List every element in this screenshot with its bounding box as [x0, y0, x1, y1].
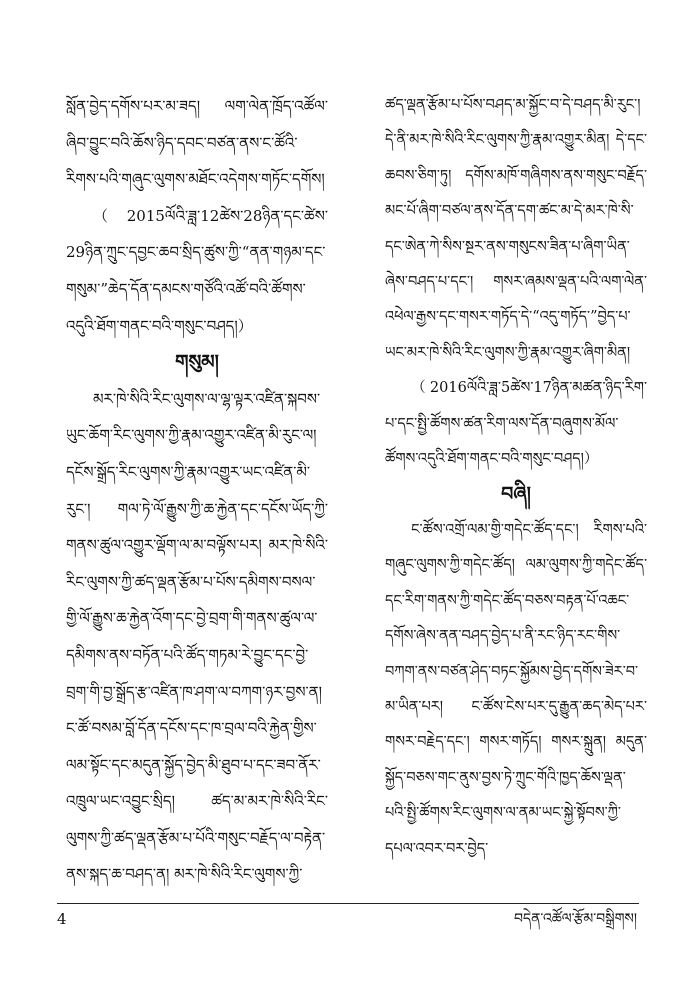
right-column [385, 88, 647, 867]
section-heading: བཞི། [501, 483, 531, 506]
paragraph: ང་ཚོས་འགྲོ་ལམ་གྱི་གདེང་ཚོད་དང་། རིགས་པའི་གཞུང་ལུགས་ཀྱི་གདེང་ཚོད། ལམ་ལུགས་ཀྱི་གདེང་ཚོད་དང་རིག་གནས་ཀྱི་གདེང་ཚོད་བཅས་བརྟན་པོ་འཆང་དགོས་ཞེས་ནན་བཤད་བྱེད་པ་ནི་རང་ཉིད་རང་གིས་བཀག་ནས་བཙན་ཤེད་བཏང་སྐྱོམས་བྱེད་དགོས་ཟེར་བ་མ་ཡིན་པར། ང་ཚོས་ངེས་པར་དུ་རྒྱུན་ཆད་མེད་པར་གསར་བརྗེད་དང་། གསར་གཏོད། གསར་སྐྲུན། མདུན་སྐྱོད་བཅས་གང་ནུས་བྱས་ཏེ་ཀྲུང་གོའི་ཁྱད་ཆོས་ལྡན་པའི་སྤྱི་ཚོགས་རིང་ལུགས་ལ་ནམ་ཡང་སྐྱེ་སྟོབས་ཀྱི་དཔལ་འབར་བར་བྱེད་ [385, 521, 647, 857]
paragraph: ཚད་ལྡན་རྩོམ་པ་པོས་བཤད་མ་སྐྱོང་བ་དེ་བཤད་མི་རུང་། དེ་ནི་མར་ཁེ་སིའི་རིང་ལུགས་ཀྱི་རྣམ་འགྱུར་མིན། དེ་དང་ཆབས་ཅིག་ཏུ། དགོས་མཁོ་གཞིགས་ནས་གསུང་བརྗོད་མང་པོ་ཞིག་བཙལ་ནས་དོན་དག་ཚང་མ་དེ་མར་ཁེ་སི་དང་ཨེན་ཀེ་སིས་སྔར་ནས་གསུངས་ཟིན་པ་ཞིག་ཡིན་ཞེས་བཤད་པ་དང་། གསར་ཞམས་ལྡན་པའི་ལག་ལེན་འཕེལ་རྒྱས་དང་གསར་གཏོད་དེ་“འདུ་གཏོད་”བྱེད་པ་ཡང་མར་ཁེ་སིའི་རིང་ལུགས་ཀྱི་རྣམ་འགྱུར་ཞིག་མིན། [385, 97, 647, 361]
paragraph: སློན་བྱེད་དགོས་པར་མ་ཟད། ལག་ལེན་ཁྲོད་འཚོལ་ཞིབ་བྱུང་བའི་ཆོས་ཉིད་དབང་བཙན་ནས་ང་ཚོའི་རིགས་པའི་གཞུང་ལུགས་མཐོང་འདེགས་གཏོང་དགོས། [66, 97, 328, 189]
page-number: 4 [57, 910, 67, 928]
section-heading: གསུམ། [175, 351, 219, 374]
paragraph: མར་ཁེ་སིའི་རིང་ལུགས་ལ་ལྷ་ལྟར་འཛིན་སྐབས་ཡུང་ཆོག་རིང་ལུགས་ཀྱི་རྣམ་འགྱུར་འཛིན་མི་རུང་ལ། དངོས་སྒྲོད་རིང་ལུགས་ཀྱི་རྣམ་འགྱུར་ཡང་འཛིན་མི་རུང་། གལ་ཏེ་ལོ་རྒྱུས་ཀྱི་ཆ་རྐྱེན་དང་དངོས་ཡོད་ཀྱི་གནས་ཚུལ་འགྱུར་ལྡོག་ལ་མ་བལྟོས་པར། མར་ཁེ་སིའི་རིང་ལུགས་ཀྱི་ཚད་ལྡན་རྩོམ་པ་པོས་དམིགས་བསལ་གྱི་ལོ་རྒྱུས་ཆ་རྐྱེན་འོག་དང་བྱེ་བྲག་གི་གནས་ཚུལ་ལ་དམིགས་ནས་བཏོན་པའི་ཚོད་གཏམ་རེ་བྱུང་དང་བྱེ་བྲག་གི་བྱ་སྒྲོད་རྩ་འཛིན་ཁ་ཤག་ལ་བཀག་ཉར་བྱས་ན། ང་ཚོ་བསམ་བློ་དོན་དངོས་དང་ཁ་བྲལ་བའི་རྐྱེན་གྱིས་ལམ་སྟོང་དང་མདུན་སྐྱོད་བྱེད་མི་ཐུབ་པ་དང་ཟབ་ནོར་འཁྲུལ་ཡང་འབྱུང་སྲིད། ཚད་མ་མར་ཁེ་སིའི་རིང་ལུགས་ཀྱི་ཚད་ལྡན་རྩོམ་པ་པོའི་གསུང་བརྗོད་ལ་བརྟེན་ནས་སྐད་ཆ་བཤད་ན། མར་ཁེ་སིའི་རིང་ལུགས་ཀྱི་ [66, 389, 328, 884]
source-note: （2015ལོའི་ཟླ་12ཚེས་28ཉིན་དང་ཚེས་29ཉིན་ཀྲུང་དབྱང་ཆབ་སྲིད་ཚུས་ཀྱི་“ནན་གཉམ་དང་གསུམ་”ཆེད་དོན་དམངས་གཙོའི་འཚོ་བའི་ཚོགས་འདུའི་ཐོག་གནང་བའི་གསུང་བཤད།） [66, 206, 328, 335]
running-title: བདེན་འཚོལ་རྩོམ་བསྒྲིགས། [514, 911, 637, 927]
source-note: （2016ལོའི་ཟླ་5ཚེས་17ཉིན་མཚན་ཉིད་རིག་པ་དང་སྤྱི་ཚོགས་ཚན་རིག་ལས་དོན་བཞུགས་མོལ་ཚོགས་འདུའི་ཐོག་གནང་བའི་གསུང་བཤད།） [385, 380, 647, 468]
footer-divider [57, 903, 639, 904]
left-column [66, 88, 328, 893]
